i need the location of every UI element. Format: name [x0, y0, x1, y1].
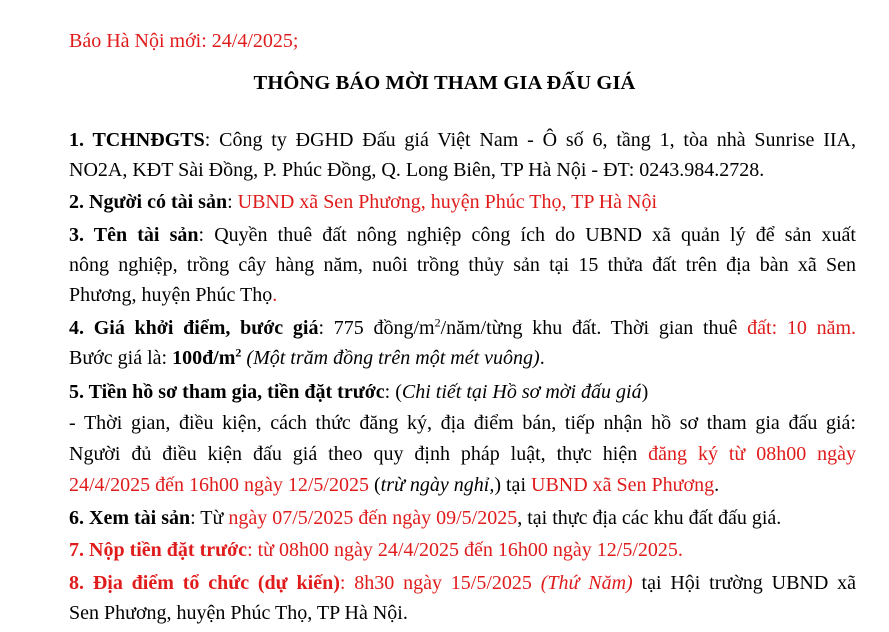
section-1-line-2 — [69, 157, 764, 183]
section-3-text-1: : Quyền thuê đất nông nghiệp công ích do UBND xã quản lý để sản xuất — [198, 224, 856, 246]
section-3-line-2 — [69, 252, 856, 278]
section-5-register-end: 24/4/2025 đến 16h00 ngày 12/5/2025 — [69, 474, 369, 496]
section-4-step-value: 100đ/m — [172, 347, 236, 369]
section-3-label: 3. Tên tài sản — [69, 224, 199, 246]
section-4-line-2 — [69, 345, 545, 371]
section-5-at: ) tại — [494, 474, 531, 496]
section-6-dates: ngày 07/5/2025 đến ngày 09/5/2025 — [228, 507, 518, 529]
section-5-paren-open-2: ( — [368, 474, 381, 496]
section-5-paren-open: : ( — [384, 381, 402, 403]
section-5-holiday-note: trừ ngày nghỉ, — [380, 474, 495, 496]
section-4-lease: /năm/từng khu đất. Thời gian thuê — [440, 317, 748, 339]
section-5-line-2 — [69, 410, 856, 436]
section-2-line-1 — [69, 189, 657, 215]
section-1-text-1: : Công ty ĐGHD Đấu giá Việt Nam - Ô số 6, tầng 1, tòa nhà Sunrise IIA, — [204, 129, 856, 151]
section-4-sup-2: 2 — [235, 345, 242, 360]
section-1-line-1 — [69, 127, 856, 153]
section-1-label: 1. TCHNĐGTS — [69, 129, 205, 151]
section-3-line-3 — [69, 282, 277, 308]
section-5-end: . — [714, 474, 720, 496]
section-5-paren-close: ) — [641, 381, 649, 403]
section-3-text-2: nông nghiệp, trồng cây hàng năm, nuôi trồng thủy sản tại 15 thửa đất trên địa bàn xã Sen — [69, 254, 856, 276]
section-8-line-1 — [69, 570, 856, 596]
section-8-text-2: Sen Phương, huyện Phúc Thọ, TP Hà Nội. — [69, 602, 408, 624]
section-4-sup-1: 2 — [434, 315, 441, 330]
section-4-label: 4. Giá khởi điểm, bước giá — [69, 317, 319, 339]
section-8-weekday: (Thứ Năm) — [540, 572, 633, 594]
section-6-label: 6. Xem tài sản — [69, 507, 191, 529]
section-5-text-2: - Thời gian, điều kiện, cách thức đăng ký, địa điểm bán, tiếp nhận hồ sơ tham gia đấu giá: — [69, 412, 856, 434]
section-7-label: 7. Nộp tiền đặt trước — [69, 539, 248, 561]
section-4-step-words: (Một trăm đồng trên một mét vuông) — [241, 347, 540, 369]
section-2-sep: : — [227, 191, 238, 213]
section-8-label: 8. Địa điểm tổ chức (dự kiến) — [69, 572, 340, 594]
section-5-line-1 — [69, 379, 648, 405]
section-2-owner: UBND xã Sen Phương, huyện Phúc Thọ, TP Hà Nội — [237, 191, 658, 213]
newspaper-header: Báo Hà Nội mới: 24/4/2025; — [69, 30, 299, 52]
section-2-label: 2. Người có tài sản — [69, 191, 228, 213]
section-8-time: : 8h30 ngày 15/5/2025 — [339, 572, 541, 594]
section-4-step-label: Bước giá là: — [69, 347, 173, 369]
section-6-from: : Từ — [190, 507, 229, 529]
section-4-line-1 — [69, 315, 856, 341]
section-8-venue: tại Hội trường UBND xã — [632, 572, 856, 594]
section-5-register-start: đăng ký từ 08h00 ngày — [648, 443, 856, 465]
section-8-line-2 — [69, 600, 408, 626]
section-6-place: , tại thực địa các khu đất đấu giá. — [517, 507, 782, 529]
section-7-line-1 — [69, 537, 683, 563]
section-7-text: : từ 08h00 ngày 24/4/2025 đến 16h00 ngày 12/5/2025. — [247, 539, 683, 561]
section-4-lease-term: đất: 10 năm. — [747, 317, 857, 339]
section-4-price: : 775 đồng/m — [318, 317, 435, 339]
section-5-label: 5. Tiền hồ sơ tham gia, tiền đặt trước — [69, 381, 385, 403]
section-5-line-4 — [69, 472, 719, 498]
section-5-line-3 — [69, 441, 856, 467]
section-3-text-3: Phương, huyện Phúc Thọ — [69, 284, 273, 306]
section-5-details: Chi tiết tại Hồ sơ mời đấu giá — [401, 381, 642, 403]
section-5-location: UBND xã Sen Phương — [531, 474, 715, 496]
section-3-dot: . — [272, 284, 278, 306]
section-1-text-2: NO2A, KĐT Sài Đồng, P. Phúc Đồng, Q. Long Biên, TP Hà Nội - ĐT: 0243.984.2728. — [69, 159, 765, 181]
section-6-line-1 — [69, 505, 781, 531]
section-4-step-end: . — [539, 347, 545, 369]
section-3-line-1 — [69, 222, 856, 248]
notice-title: THÔNG BÁO MỜI THAM GIA ĐẤU GIÁ — [253, 72, 636, 94]
section-5-text-3: Người đủ điều kiện đấu giá theo quy định pháp luật, thực hiện — [69, 443, 649, 465]
